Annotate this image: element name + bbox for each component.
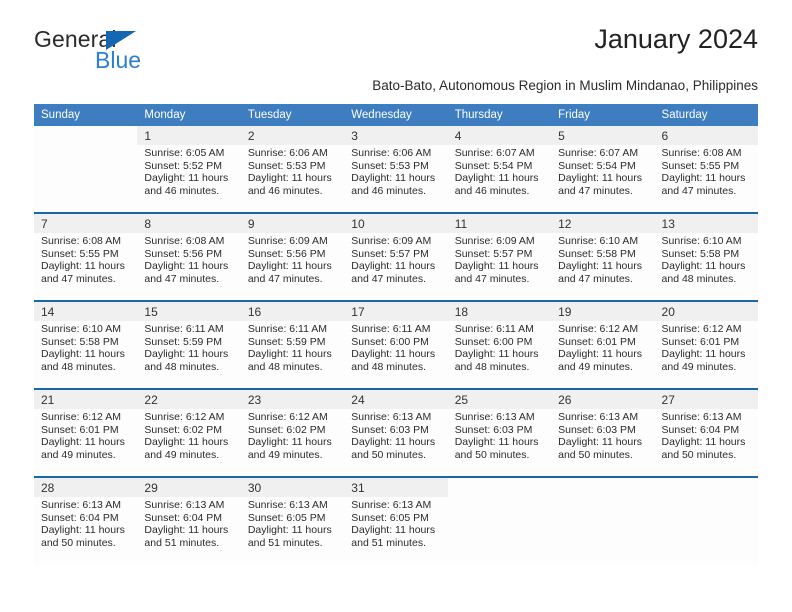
day-cell <box>241 233 344 301</box>
daylight-text-line2: and 49 minutes. <box>558 360 633 373</box>
sunrise-text: Sunrise: 6:09 AM <box>454 235 535 247</box>
daylight-text-line2: and 46 minutes. <box>351 184 426 197</box>
day-number[interactable]: 15 <box>137 301 240 321</box>
daylight-text-line2: and 48 minutes. <box>351 360 426 373</box>
day-cell <box>551 233 654 301</box>
sunrise-text: Sunrise: 6:11 AM <box>454 323 534 335</box>
day-cell <box>34 497 137 565</box>
sunrise-text: Sunrise: 6:13 AM <box>454 411 535 423</box>
day-number[interactable]: 5 <box>551 126 654 145</box>
daylight-text-line1: Daylight: 11 hours <box>247 436 332 449</box>
day-number[interactable]: 30 <box>241 477 344 497</box>
daylight-text-line1: Daylight: 11 hours <box>144 348 229 361</box>
daylight-text-line1: Daylight: 11 hours <box>41 260 125 273</box>
sunrise-text: Sunrise: 6:12 AM <box>661 323 742 335</box>
sunset-text: Sunset: 5:55 PM <box>661 159 740 172</box>
daylight-text-line1: Daylight: 11 hours <box>351 436 436 449</box>
day-cell <box>34 233 137 301</box>
daylight-text-line1: Daylight: 11 hours <box>454 172 539 185</box>
daylight-text-line2: and 47 minutes. <box>351 272 426 285</box>
sunset-text: Sunset: 6:01 PM <box>558 335 636 348</box>
day-cell <box>344 233 447 301</box>
day-number[interactable]: 20 <box>655 301 758 321</box>
day-cell <box>344 321 447 389</box>
sunrise-text: Sunrise: 6:08 AM <box>144 235 225 247</box>
daylight-text-line2: and 47 minutes. <box>558 184 633 197</box>
day-cell <box>241 145 344 213</box>
day-number[interactable]: 7 <box>34 213 137 233</box>
calendar-table <box>34 104 758 565</box>
sunrise-text: Sunrise: 6:13 AM <box>41 499 121 511</box>
sunrise-text: Sunrise: 6:05 AM <box>144 147 225 159</box>
sunset-text: Sunset: 6:03 PM <box>351 423 429 436</box>
day-number[interactable]: 10 <box>344 213 447 233</box>
daylight-text-line2: and 48 minutes. <box>454 360 530 373</box>
sunset-text: Sunset: 5:57 PM <box>454 247 533 260</box>
daylight-text-line1: Daylight: 11 hours <box>41 524 125 537</box>
day-cell <box>137 409 240 477</box>
sunrise-text: Sunrise: 6:10 AM <box>661 235 742 247</box>
sunset-text: Sunset: 6:05 PM <box>351 511 429 524</box>
day-cell <box>448 233 551 301</box>
week-details <box>34 233 758 301</box>
daylight-text-line2: and 49 minutes. <box>41 448 116 461</box>
sunset-text: Sunset: 6:04 PM <box>41 511 119 524</box>
week-daynumbers <box>34 477 758 497</box>
daylight-text-line2: and 47 minutes. <box>144 272 220 285</box>
daylight-text-line2: and 50 minutes. <box>661 448 737 461</box>
page-header <box>0 0 792 93</box>
daylight-text-line1: Daylight: 11 hours <box>661 436 746 449</box>
day-cell <box>34 321 137 389</box>
sunrise-text: Sunrise: 6:09 AM <box>247 235 328 247</box>
day-number[interactable]: 27 <box>655 389 758 409</box>
sunset-text: Sunset: 5:53 PM <box>351 159 429 172</box>
day-number <box>34 126 137 145</box>
day-cell <box>655 145 758 213</box>
daylight-text-line1: Daylight: 11 hours <box>144 436 229 449</box>
week-details <box>34 497 758 565</box>
sunrise-text: Sunrise: 6:10 AM <box>41 323 121 335</box>
weekday-header-sunday: Sunday <box>34 104 137 126</box>
daylight-text-line1: Daylight: 11 hours <box>247 172 332 185</box>
daylight-text-line2: and 47 minutes. <box>41 272 116 285</box>
day-number[interactable]: 19 <box>551 301 654 321</box>
daylight-text-line2: and 47 minutes. <box>247 272 323 285</box>
day-cell <box>34 409 137 477</box>
daylight-text-line1: Daylight: 11 hours <box>351 524 436 537</box>
day-cell <box>344 145 447 213</box>
daylight-text-line2: and 47 minutes. <box>558 272 633 285</box>
sunrise-text: Sunrise: 6:11 AM <box>247 323 328 335</box>
day-number[interactable]: 8 <box>137 213 240 233</box>
day-cell <box>241 321 344 389</box>
calendar-body <box>34 126 758 565</box>
daylight-text-line2: and 51 minutes. <box>351 536 426 549</box>
weekday-header-thursday: Thursday <box>448 104 551 126</box>
day-number[interactable]: 24 <box>344 389 447 409</box>
sunset-text: Sunset: 6:04 PM <box>661 423 740 436</box>
day-cell <box>551 145 654 213</box>
day-cell <box>551 497 654 565</box>
sunrise-text: Sunrise: 6:09 AM <box>351 235 432 247</box>
sunrise-text: Sunrise: 6:13 AM <box>351 499 432 511</box>
daylight-text-line1: Daylight: 11 hours <box>661 260 746 273</box>
daylight-text-line2: and 49 minutes. <box>661 360 737 373</box>
sunset-text: Sunset: 5:58 PM <box>41 335 119 348</box>
logo-text-blue: Blue <box>95 47 142 73</box>
sunset-text: Sunset: 6:04 PM <box>144 511 223 524</box>
sunset-text: Sunset: 5:58 PM <box>661 247 740 260</box>
daylight-text-line2: and 46 minutes. <box>454 184 530 197</box>
sunrise-text: Sunrise: 6:13 AM <box>661 411 742 423</box>
daylight-text-line1: Daylight: 11 hours <box>351 260 436 273</box>
day-number <box>655 477 758 497</box>
sunset-text: Sunset: 5:54 PM <box>558 159 636 172</box>
daylight-text-line1: Daylight: 11 hours <box>661 348 746 361</box>
day-cell <box>448 321 551 389</box>
sunrise-text: Sunrise: 6:13 AM <box>558 411 639 423</box>
daylight-text-line1: Daylight: 11 hours <box>144 172 229 185</box>
weekday-header-tuesday: Tuesday <box>241 104 344 126</box>
week-details <box>34 321 758 389</box>
day-number[interactable]: 28 <box>34 477 137 497</box>
daylight-text-line2: and 46 minutes. <box>144 184 220 197</box>
sunset-text: Sunset: 5:59 PM <box>144 335 223 348</box>
day-cell <box>551 321 654 389</box>
day-number[interactable]: 23 <box>241 389 344 409</box>
sunset-text: Sunset: 5:52 PM <box>144 159 223 172</box>
day-number[interactable]: 26 <box>551 389 654 409</box>
sunset-text: Sunset: 5:59 PM <box>247 335 326 348</box>
daylight-text-line2: and 50 minutes. <box>351 448 426 461</box>
page-title: January 2024 <box>594 24 758 54</box>
sunrise-text: Sunrise: 6:12 AM <box>41 411 121 423</box>
day-cell <box>137 145 240 213</box>
day-number[interactable]: 9 <box>241 213 344 233</box>
sunrise-text: Sunrise: 6:08 AM <box>661 147 742 159</box>
day-cell <box>655 321 758 389</box>
day-cell <box>241 409 344 477</box>
sunrise-text: Sunrise: 6:11 AM <box>144 323 224 335</box>
sunset-text: Sunset: 6:01 PM <box>41 423 119 436</box>
day-number[interactable]: 13 <box>655 213 758 233</box>
calendar-header-row <box>34 104 758 126</box>
daylight-text-line1: Daylight: 11 hours <box>558 172 642 185</box>
weekday-header-monday: Monday <box>137 104 240 126</box>
daylight-text-line1: Daylight: 11 hours <box>144 260 229 273</box>
day-number[interactable]: 11 <box>448 213 551 233</box>
day-number[interactable]: 16 <box>241 301 344 321</box>
day-number <box>448 477 551 497</box>
daylight-text-line1: Daylight: 11 hours <box>351 172 436 185</box>
sunrise-text: Sunrise: 6:11 AM <box>351 323 431 335</box>
day-cell <box>137 321 240 389</box>
page-subtitle: Bato-Bato, Autonomous Region in Muslim Mindanao, Philippines <box>372 78 758 93</box>
daylight-text-line2: and 50 minutes. <box>41 536 116 549</box>
week-details <box>34 145 758 213</box>
day-number[interactable]: 29 <box>137 477 240 497</box>
daylight-text-line1: Daylight: 11 hours <box>454 260 539 273</box>
sunrise-text: Sunrise: 6:07 AM <box>558 147 639 159</box>
daylight-text-line2: and 47 minutes. <box>661 184 737 197</box>
day-cell <box>448 409 551 477</box>
day-number[interactable]: 21 <box>34 389 137 409</box>
sunset-text: Sunset: 6:03 PM <box>454 423 533 436</box>
daylight-text-line2: and 50 minutes. <box>454 448 530 461</box>
sunset-text: Sunset: 5:55 PM <box>41 247 119 260</box>
daylight-text-line1: Daylight: 11 hours <box>454 436 539 449</box>
sunset-text: Sunset: 6:01 PM <box>661 335 740 348</box>
day-cell <box>34 145 137 213</box>
day-number[interactable]: 31 <box>344 477 447 497</box>
sunset-text: Sunset: 6:02 PM <box>247 423 326 436</box>
day-cell <box>137 497 240 565</box>
weekday-header-wednesday: Wednesday <box>344 104 447 126</box>
daylight-text-line1: Daylight: 11 hours <box>558 348 642 361</box>
daylight-text-line1: Daylight: 11 hours <box>247 348 332 361</box>
sunrise-text: Sunrise: 6:12 AM <box>144 411 225 423</box>
daylight-text-line1: Daylight: 11 hours <box>351 348 436 361</box>
week-details <box>34 409 758 477</box>
daylight-text-line2: and 49 minutes. <box>247 448 323 461</box>
day-cell <box>448 145 551 213</box>
sunset-text: Sunset: 5:53 PM <box>247 159 326 172</box>
daylight-text-line1: Daylight: 11 hours <box>558 436 642 449</box>
sunrise-text: Sunrise: 6:07 AM <box>454 147 535 159</box>
daylight-text-line2: and 50 minutes. <box>558 448 633 461</box>
day-number[interactable]: 6 <box>655 126 758 145</box>
day-cell <box>448 497 551 565</box>
day-cell <box>551 409 654 477</box>
day-cell <box>137 233 240 301</box>
day-number[interactable]: 25 <box>448 389 551 409</box>
sunrise-text: Sunrise: 6:13 AM <box>247 499 328 511</box>
sunset-text: Sunset: 5:57 PM <box>351 247 429 260</box>
day-number[interactable]: 3 <box>344 126 447 145</box>
sunset-text: Sunset: 5:56 PM <box>144 247 223 260</box>
sunrise-text: Sunrise: 6:10 AM <box>558 235 639 247</box>
day-cell <box>344 409 447 477</box>
calendar-container <box>34 104 758 565</box>
sunrise-text: Sunrise: 6:12 AM <box>247 411 328 423</box>
general-blue-logo[interactable] <box>34 28 224 76</box>
sunrise-text: Sunrise: 6:06 AM <box>351 147 432 159</box>
daylight-text-line1: Daylight: 11 hours <box>41 348 125 361</box>
day-number[interactable]: 12 <box>551 213 654 233</box>
day-number[interactable]: 4 <box>448 126 551 145</box>
day-number[interactable]: 1 <box>137 126 240 145</box>
daylight-text-line2: and 51 minutes. <box>247 536 323 549</box>
daylight-text-line1: Daylight: 11 hours <box>247 524 332 537</box>
day-cell <box>655 233 758 301</box>
day-cell <box>655 497 758 565</box>
day-cell <box>655 409 758 477</box>
week-daynumbers <box>34 213 758 233</box>
sunrise-text: Sunrise: 6:08 AM <box>41 235 121 247</box>
week-daynumbers <box>34 389 758 409</box>
daylight-text-line2: and 51 minutes. <box>144 536 220 549</box>
day-number[interactable]: 2 <box>241 126 344 145</box>
daylight-text-line1: Daylight: 11 hours <box>661 172 746 185</box>
sunset-text: Sunset: 6:00 PM <box>454 335 533 348</box>
sunset-text: Sunset: 6:03 PM <box>558 423 636 436</box>
sunset-text: Sunset: 5:54 PM <box>454 159 533 172</box>
daylight-text-line2: and 48 minutes. <box>144 360 220 373</box>
daylight-text-line2: and 48 minutes. <box>661 272 737 285</box>
day-cell <box>344 497 447 565</box>
daylight-text-line1: Daylight: 11 hours <box>144 524 229 537</box>
daylight-text-line2: and 49 minutes. <box>144 448 220 461</box>
daylight-text-line2: and 47 minutes. <box>454 272 530 285</box>
daylight-text-line1: Daylight: 11 hours <box>558 260 642 273</box>
daylight-text-line2: and 46 minutes. <box>247 184 323 197</box>
daylight-text-line1: Daylight: 11 hours <box>247 260 332 273</box>
daylight-text-line2: and 48 minutes. <box>41 360 116 373</box>
weekday-header-friday: Friday <box>551 104 654 126</box>
day-number <box>551 477 654 497</box>
sunset-text: Sunset: 6:02 PM <box>144 423 223 436</box>
sunset-text: Sunset: 6:05 PM <box>247 511 326 524</box>
weekday-header-saturday: Saturday <box>655 104 758 126</box>
sunset-text: Sunset: 6:00 PM <box>351 335 429 348</box>
daylight-text-line1: Daylight: 11 hours <box>41 436 125 449</box>
day-number[interactable]: 17 <box>344 301 447 321</box>
day-number[interactable]: 22 <box>137 389 240 409</box>
sunrise-text: Sunrise: 6:13 AM <box>144 499 225 511</box>
sunrise-text: Sunrise: 6:06 AM <box>247 147 328 159</box>
daylight-text-line2: and 48 minutes. <box>247 360 323 373</box>
sunset-text: Sunset: 5:58 PM <box>558 247 636 260</box>
week-daynumbers <box>34 126 758 145</box>
sunset-text: Sunset: 5:56 PM <box>247 247 326 260</box>
sunrise-text: Sunrise: 6:12 AM <box>558 323 639 335</box>
week-daynumbers <box>34 301 758 321</box>
day-number[interactable]: 18 <box>448 301 551 321</box>
sunrise-text: Sunrise: 6:13 AM <box>351 411 432 423</box>
day-number[interactable]: 14 <box>34 301 137 321</box>
logo-text-general: General <box>34 26 117 52</box>
daylight-text-line1: Daylight: 11 hours <box>454 348 539 361</box>
day-cell <box>241 497 344 565</box>
